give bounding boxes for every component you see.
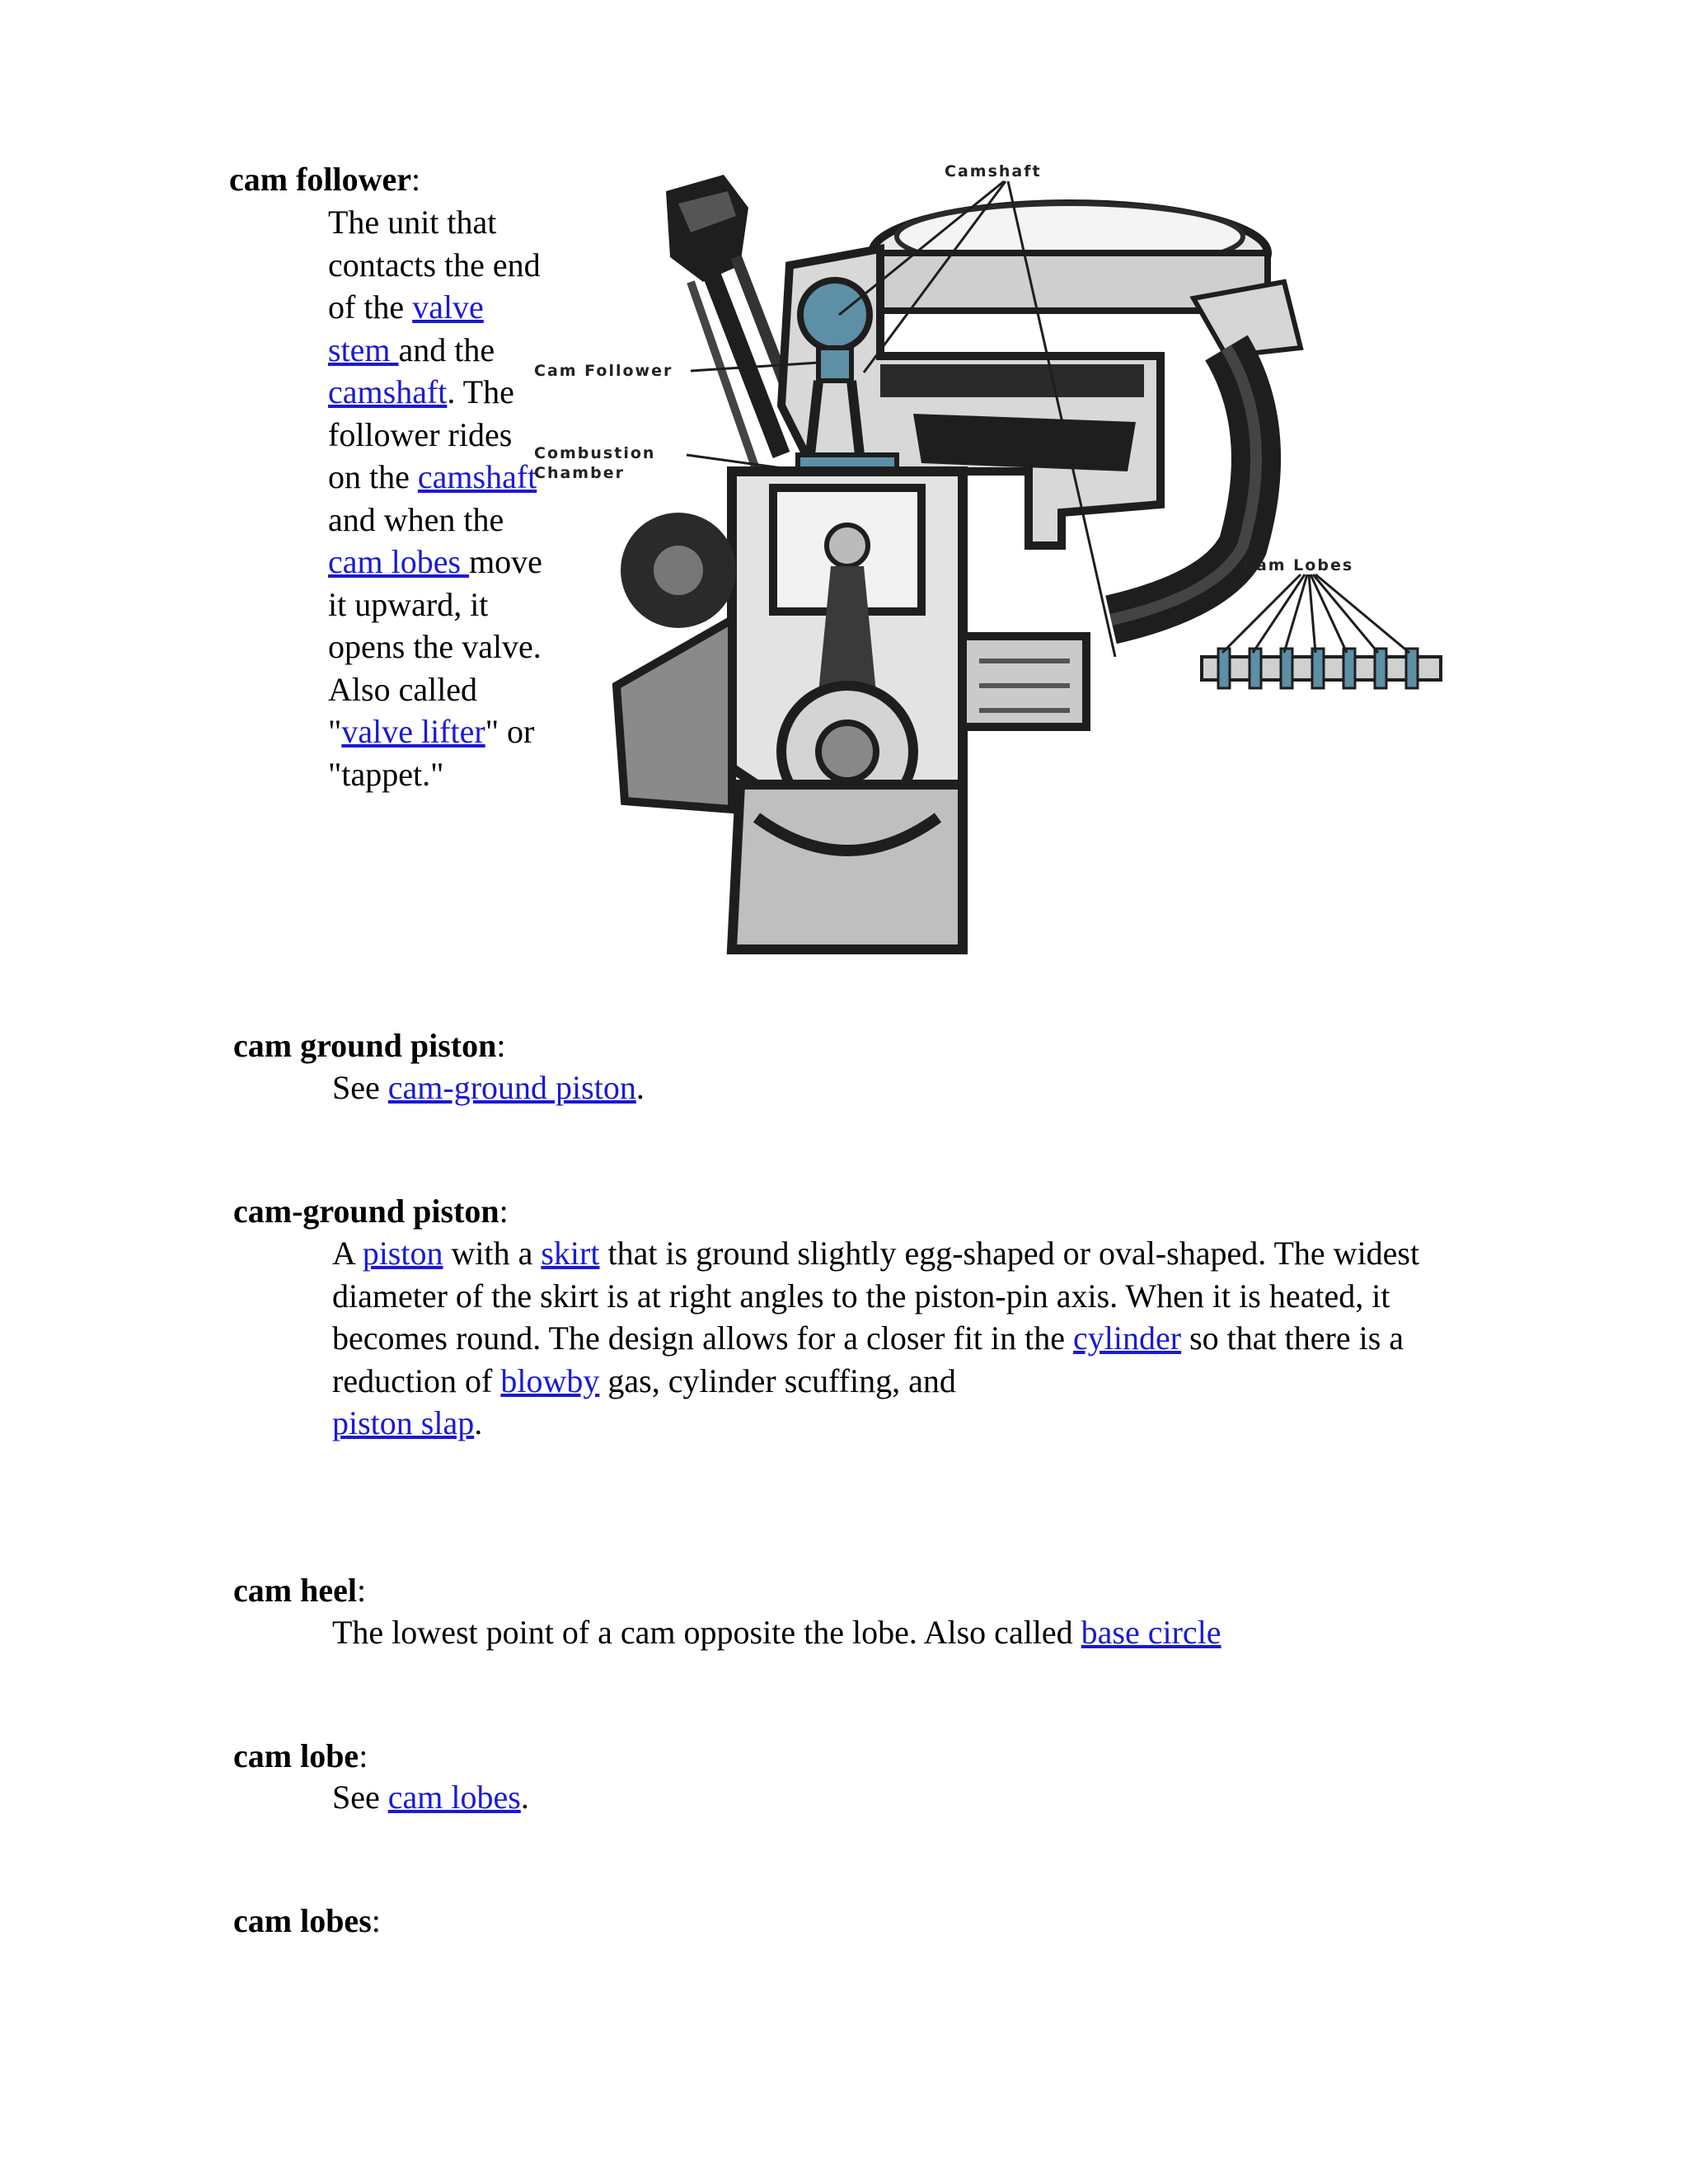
air-cleaner-illustration bbox=[872, 204, 1301, 356]
link-cam-ground-piston[interactable]: cam-ground piston bbox=[387, 1069, 636, 1106]
link-valve-stem[interactable]: valve stem bbox=[328, 288, 484, 368]
definition-cam-ground-piston-hyphen: A piston with a skirt that is ground slightly egg-shaped or oval-shaped. The widest diameter of the skirt is at right angles to the piston-pin axis. When it is heated, it becomes round. The design allows for a closer fit in the cylinder so that there is a reduction of blowby gas, cylinder scuffing, and piston slap. bbox=[332, 1235, 1420, 1441]
link-cylinder[interactable]: cylinder bbox=[1073, 1319, 1182, 1357]
definition-cam-follower: The unit that contacts the end of the valve stem and the camshaft. The follower rides on the camshaft and when the cam lobes move it upward, it opens the valve. Also called "valve lifter" or "tappet." bbox=[328, 204, 542, 793]
label-cam-follower: Cam Follower bbox=[534, 362, 673, 380]
engine-cutaway-figure bbox=[534, 158, 1449, 974]
link-blowby[interactable]: blowby bbox=[500, 1361, 600, 1399]
link-piston[interactable]: piston bbox=[362, 1235, 443, 1272]
label-cam-lobes: Cam Lobes bbox=[1243, 556, 1354, 574]
label-chamber: Chamber bbox=[534, 464, 625, 482]
engine-block-illustration bbox=[617, 249, 1160, 949]
term-cam-follower: cam follower: bbox=[229, 161, 421, 198]
link-camshaft[interactable]: camshaft bbox=[328, 373, 448, 410]
link-piston-slap[interactable]: piston slap bbox=[332, 1404, 475, 1441]
definition-cam-heel: The lowest point of a cam opposite the lobe. Also called base circle bbox=[332, 1614, 1221, 1651]
term-cam-ground-piston-hyphen: cam-ground piston: bbox=[233, 1193, 509, 1230]
term-cam-lobe: cam lobe: bbox=[233, 1737, 368, 1774]
link-base-circle[interactable]: base circle bbox=[1081, 1614, 1221, 1651]
camshaft-illustration bbox=[1202, 649, 1441, 688]
term-cam-ground-piston: cam ground piston: bbox=[233, 1027, 506, 1064]
label-combustion: Combustion bbox=[534, 444, 656, 462]
label-camshaft: Camshaft bbox=[945, 162, 1042, 180]
definition-cam-lobe: See cam lobes. bbox=[332, 1779, 529, 1816]
link-cam-lobes-2[interactable]: cam lobes bbox=[387, 1779, 521, 1816]
definition-cam-ground-piston: See cam-ground piston. bbox=[332, 1069, 645, 1106]
link-valve-lifter[interactable]: valve lifter bbox=[341, 713, 485, 750]
link-camshaft-2[interactable]: camshaft bbox=[417, 458, 537, 495]
link-skirt[interactable]: skirt bbox=[541, 1235, 600, 1272]
term-cam-lobes: cam lobes: bbox=[233, 1902, 381, 1939]
link-cam-lobes[interactable]: cam lobes bbox=[328, 543, 470, 580]
term-cam-heel: cam heel: bbox=[233, 1572, 367, 1609]
